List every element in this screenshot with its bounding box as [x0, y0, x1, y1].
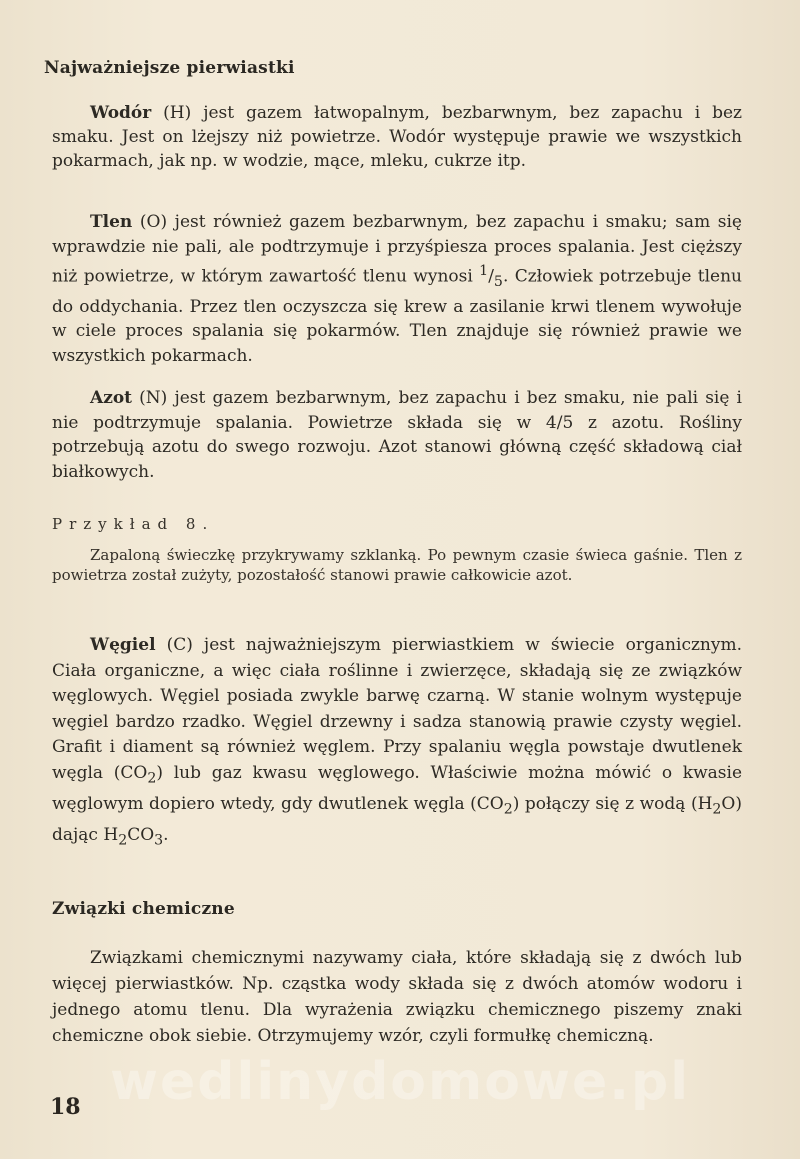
subscript: 2 [147, 770, 157, 787]
paragraph-carbon-text-3: ) połączy się z wodą (H [512, 793, 713, 814]
paragraph-hydrogen-text: (H) jest gazem łatwopalnym, bezbarwnym, bez zapachu i bez smaku. Jest on lżejszy niż powietrze. Wodór występuje prawie we wszystkich pokarmach, jak np. w wodzie, mące, mleku, cukrze itp. [52, 103, 742, 171]
term-carbon: Węgiel [90, 635, 156, 655]
fraction-denominator: 5 [493, 274, 503, 291]
paragraph-carbon-text-2: ) lub gaz kwasu węglowego. Właściwie można mówić o kwasie węglowym dopiero wtedy, gdy dwutlenek węgla (CO [52, 762, 742, 814]
paragraph-oxygen-text-1: (O) jest również gazem bezbarwnym, bez zapachu i smaku; sam się wprawdzie nie pali, ale podtrzymuje i przyśpiesza proces spalania. Jest cięższy niż powietrze, w którym zawartość tlenu wynosi [52, 212, 742, 287]
paragraph-oxygen: Tlen (O) jest również gazem bezbarwnym, bez zapachu i smaku; sam się wprawdzie nie pali, ale podtrzymuje i przyśpiesza proces spalania. Jest cięższy niż powietrze, w którym zawartość tlenu wynosi $^1/_5$. Człowiek potrzebuje tlenu do oddychania. Przez tlen oczyszcza się krew a zasilanie krwi tlenem wywołuje w ciele proces spalania się pokarmów. Tlen znajduje się również prawie we wszystkich pokarmach. [52, 212, 742, 366]
paragraph-hydrogen [52, 101, 742, 173]
subscript: 3 [154, 832, 164, 849]
section-heading-elements: Najważniejsze pierwiastki [44, 58, 295, 78]
paragraph-carbon [52, 633, 742, 854]
subscript: 2 [503, 801, 513, 818]
paragraph-nitrogen [52, 386, 742, 484]
term-nitrogen: Azot [90, 388, 133, 408]
paragraph-carbon-text-1: (C) jest najważniejszym pierwiastkiem w świecie organicznym. Ciała organiczne, a więc ciała roślinne i zwierzęce, składają się ze związków węglowych. Węgiel posiada zwykle barwę czarną. W stanie wolnym występuje węgiel bardzo rzadko. Węgiel drzewny i sadza stanowią prawie czysty węgiel. Grafit i diament są również węglem. Przy spalaniu węgla powstaje dwutlenek węgla (CO [52, 635, 742, 783]
section-heading-compounds: Związki chemiczne [52, 899, 235, 919]
paragraph-nitrogen-text: (N) jest gazem bezbarwnym, bez zapachu i bez smaku, nie pali się i nie podtrzymuje spalania. Powietrze składa się w 4/5 z azotu. Rośliny potrzebują azotu do swego rozwoju. Azot stanowi główną część składową ciał białkowych. [52, 388, 742, 482]
example-text: Zapaloną świeczkę przykrywamy szklanką. Po pewnym czasie świeca gaśnie. Tlen z powietrza został zużyty, pozostałość stanowi prawie całkowicie azot. [52, 546, 742, 584]
term-oxygen: Tlen [90, 212, 133, 232]
paragraph-carbon-text-6: . [163, 824, 169, 845]
paragraph-oxygen-text-2: . Człowiek potrzebuje tlenu do oddychania. Przez tlen oczyszcza się krew a zasilanie krwi tlenem wywołuje w ciele proces spalania się pokarmów. Tlen znajduje się również prawie we wszystkich pokarmach. [52, 266, 742, 366]
subscript: 2 [118, 832, 128, 849]
watermark: wedlinydomowe.pl [109, 1052, 691, 1112]
paragraph-carbon-text-5: CO [127, 824, 155, 845]
paragraph-carbon-text-4: O) dając H [52, 793, 742, 845]
paragraph-compounds: Związkami chemicznymi nazywamy ciała, które składają się z dwóch lub więcej pierwiastków. Np. cząstka wody składa się z dwóch atomów wodoru i jednego atomu tlenu. Dla wyrażenia związku chemicznego piszemy znaki chemiczne obok siebie. Otrzymujemy wzór, czyli formułkę chemiczną. [52, 948, 742, 1046]
page-number: 18 [50, 1094, 81, 1120]
example-label: Przykład 8. [52, 515, 215, 533]
term-hydrogen: Wodór [90, 103, 152, 123]
fraction-numerator: 1 [479, 263, 489, 279]
subscript: 2 [712, 801, 722, 818]
